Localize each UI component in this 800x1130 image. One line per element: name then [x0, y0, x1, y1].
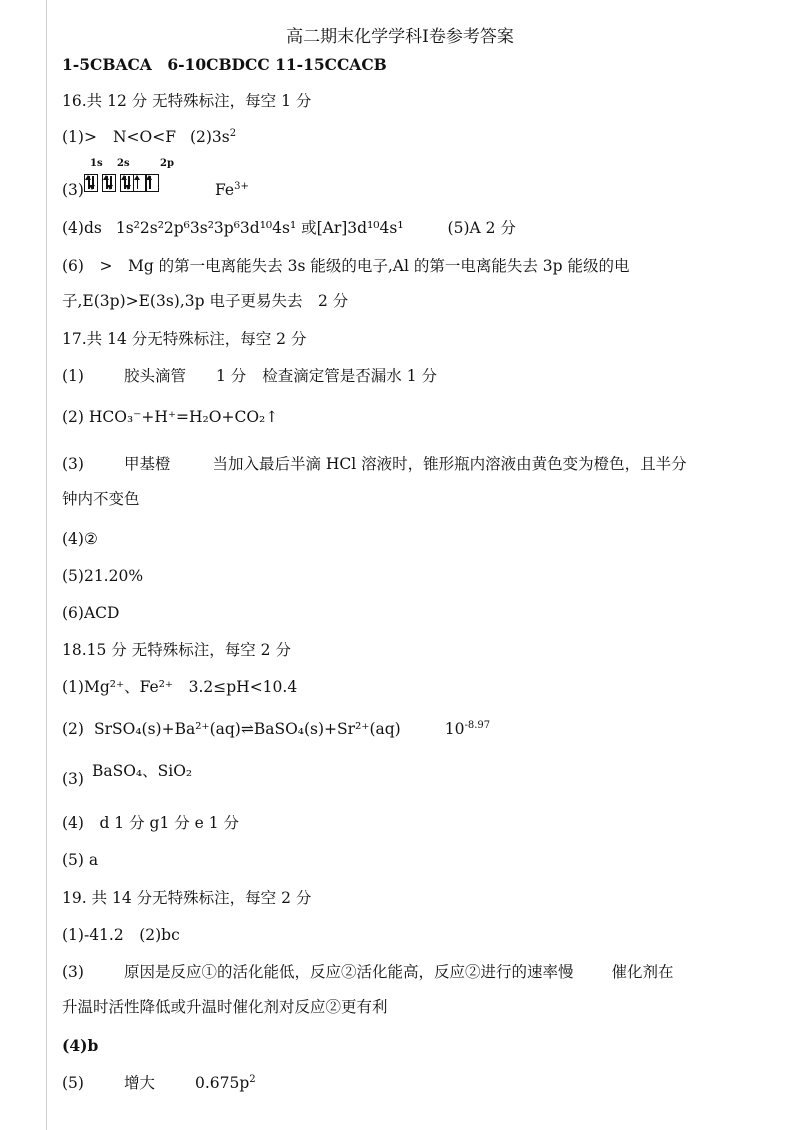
q17-part1: (1) 胶头滴管 1 分 检查滴定管是否漏水 1 分 [62, 367, 437, 385]
page-title: 高二期末化学学科Ⅰ卷参考答案 [286, 27, 514, 47]
q16-p5: (5)A 2 分 [447, 219, 516, 237]
q19-part1-2: (1)-41.2 (2)bc [62, 926, 180, 944]
q16-p1: (1)> [62, 128, 97, 146]
orbital-box [102, 174, 116, 192]
q17-part6: (6)ACD [62, 604, 120, 622]
orbital-label-2s: 2s [117, 158, 130, 169]
q18-part3: (3) BaSO₄、SiO₂ [62, 762, 193, 788]
q18-part2: (2) SrSO₄(s)+Ba²⁺(aq)⇌BaSO₄(s)+Sr²⁺(aq) $10^{-8.97}$ [62, 720, 491, 738]
orbital-box [145, 174, 159, 192]
q17-header: 17.共 14 分无特殊标注，每空 2 分 [62, 330, 307, 348]
q19-part3-line1: (3) 原因是反应①的活化能低，反应②活化能高，反应②进行的速率慢 催化剂在 [62, 963, 674, 981]
q18-part4: (4) d 1 分 g1 分 e 1 分 [62, 814, 240, 832]
q18-part1: (1)Mg²⁺、Fe²⁺ 3.2≤pH<10.4 [62, 678, 298, 696]
orbital-1s [84, 174, 98, 192]
spin-down-arrow [92, 176, 94, 189]
spin-up-arrow [137, 176, 139, 189]
q19-header: 19. 共 14 分无特殊标注，每空 2 分 [62, 889, 312, 907]
q16-p3-ion: $Fe^{3+}$ [215, 181, 249, 199]
q16-p2-sup: 2 [229, 128, 237, 139]
spin-down-arrow [128, 176, 130, 189]
orbital-label-2p: 2p [160, 158, 174, 169]
q17-part4: (4)② [62, 530, 98, 548]
q18-equilibrium: SrSO₄(s)+Ba²⁺(aq)⇌BaSO₄(s)+Sr²⁺(aq) [93, 720, 401, 738]
q16-p2: (2)3s [189, 128, 230, 146]
orbital-boxes [84, 174, 159, 192]
q16-part1-2 [62, 127, 236, 147]
q16-p6-line1: (6) > Mg 的第一电离能失去 3s 能级的电子,Al 的第一电离能失去 3p 能级的电 [62, 257, 630, 275]
q16-header: 16.共 12 分 无特殊标注，每空 1 分 [62, 92, 312, 110]
q18-header: 18.15 分 无特殊标注，每空 2 分 [62, 641, 291, 659]
spin-up-arrow [149, 176, 151, 189]
q19-part3-line2: 升温时活性降低或升温时催化剂对反应②更有利 [62, 998, 388, 1016]
mc-answers: 1-5CBACA 6-10CBDCC 11-15CCACB [62, 55, 387, 74]
q16-part3 [62, 180, 84, 200]
orbital-diagram [62, 158, 282, 200]
q16-p6-line2: 子,E(3p)>E(3s),3p 电子更易失去 2 分 [62, 292, 349, 310]
q16-p4-prefix: (4)ds [62, 219, 102, 237]
orbital-label-1s: 1s [90, 158, 103, 169]
q19-part5: (5) 增大 $0.675p^2$ [62, 1074, 256, 1092]
q17-part2: (2) HCO₃⁻+H⁺=H₂O+CO₂↑ [62, 408, 279, 426]
q16-p3-num: (3) [62, 181, 84, 199]
orbital-2p [120, 174, 159, 192]
spin-down-arrow [110, 176, 112, 189]
q18-part5: (5) a [62, 851, 99, 869]
q17-part3-line1: (3) 甲基橙 当加入最后半滴 HCl 溶液时，锥形瓶内溶液由黄色变为橙色，且半分 [62, 455, 687, 473]
q16-part4-5 [62, 218, 516, 238]
page-edge-line [46, 0, 47, 1130]
q17-part5: (5)21.20% [62, 567, 144, 585]
q16-p1-order: N<O<F [112, 128, 176, 146]
orbital-2s [102, 174, 116, 192]
q19-part4: (4)b [62, 1036, 99, 1055]
q17-part3-line2: 钟内不变色 [62, 490, 140, 508]
q16-p4-config: 1s²2s²2p⁶3s²3p⁶3d¹⁰4s¹ 或[Ar]3d¹⁰4s¹ [115, 219, 404, 237]
orbital-box [84, 174, 98, 192]
